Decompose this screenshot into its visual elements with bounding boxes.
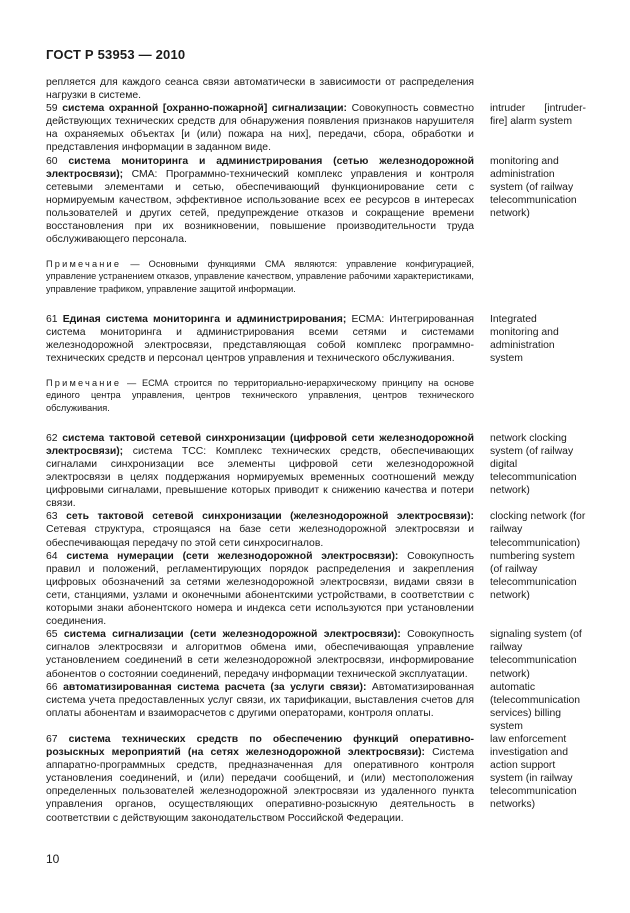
entry-59 bbox=[46, 102, 586, 154]
entry-definition: ЕСМА: Интегрированная система мониторинга и администрирования всеми сетями и системами железнодорожной электросвязи, представляющая собой комплекс программно-технических средств и персонал центров управления и технического обслуживания. bbox=[46, 313, 474, 365]
note-60 bbox=[46, 258, 586, 295]
entry-definition: Совокупность правил и положений, регламентирующих порядок распределения и закрепления цифровых обозначений за сетями железнодорожной электросвязи, видами связи в сети, станциями, узлами и оконечными абонентскими устройствами, в соответствии с которыми знаки абонентского номера и индекса сети используются при установлении соединения. bbox=[46, 550, 475, 628]
entry-number: 59 bbox=[46, 103, 58, 115]
entry-64 bbox=[46, 550, 586, 629]
entry-definition: Совокупность совместно действующих технических средств для обнаружения появления признаков нарушителя на охраняемых объектах [и (или) пожара на них], передачи, сбора, обработки и представления информации в заданном виде. bbox=[46, 103, 475, 154]
entry-definition: система ТСС: Комплекс технических средств, обеспечивающих сигналами синхронизации все элементы цифровой сети железнодорожной электросвязи в целях поддержания нормируемых временных соотношений между цифровыми сигналами, превышение которых приводит к снижению качества и потери связи. bbox=[46, 445, 475, 510]
entry-term: система нумерации (сети железнодорожной электросвязи): bbox=[66, 550, 399, 562]
entry-term: система охранной [охранно-пожарной] сигнализации: bbox=[62, 103, 347, 115]
entry-english: monitoring and administration system (of railway telecommunication network) bbox=[490, 155, 577, 219]
entry-definition: СМА: Программно-технический комплекс управления и контроля сетевыми элементами и сетью, обеспечивающий функционирование сети с нормируемым качеством, эффективное использование всех ее ресурсов в интересах пользователей и других сетей, предупреждение отказов и сокращение времени восстановления при их возникновении, повышение производительности труда обслуживающего персонала. bbox=[46, 168, 475, 246]
note-61 bbox=[46, 377, 586, 414]
entry-number: 66 bbox=[46, 681, 58, 693]
entry-61 bbox=[46, 313, 586, 365]
entry-definition: Система аппаратно-программных средств, предназначенная для оперативного контроля установления соединений, и (или) передачи сообщений, и (или) местоположения определенных пользователей железнодорожной электросвязи из удаленного пункта управления органов, осуществляющих оперативно-розыскную деятельность в соответствии с действующим законодательством Российской Федерации. bbox=[46, 747, 475, 824]
entry-term: автоматизированная система расчета (за услуги связи): bbox=[63, 681, 367, 693]
entry-60 bbox=[46, 155, 586, 247]
entry-term: система мониторинга и администрирования (сетью железнодорожной электросвязи); bbox=[46, 155, 475, 180]
entry-number: 62 bbox=[46, 432, 58, 444]
note-label: Примечание bbox=[46, 259, 122, 270]
entry-number: 61 bbox=[46, 313, 58, 325]
entry-definition: Совокупность сигналов электросвязи и алгоритмов обмена ими, обеспечивающая управление установлением соединений в сети железнодорожной электросвязи, информирование абонентов о состоянии соединений, передачу информации технической эксплуатации. bbox=[46, 629, 475, 680]
entry-term: Единая система мониторинга и администрирования; bbox=[62, 313, 347, 325]
entry-english: Integrated monitoring and administration system bbox=[490, 313, 559, 365]
entry-term: система сигнализации (сети железнодорожной электросвязи): bbox=[63, 629, 401, 641]
entry-english: signaling system (of railway telecommunication network) bbox=[490, 629, 582, 680]
entry-english: intruder [intruder-fire] alarm system bbox=[490, 103, 586, 128]
entry-english: law enforcement investigation and action support system (in railway telecommunication networks) bbox=[490, 733, 577, 811]
entry-number: 65 bbox=[46, 629, 58, 641]
entry-62 bbox=[46, 432, 586, 511]
note-text: — ЕСМА строится по территориально-иерархическому принципу на основе единого центра управления, центров технического управления, центров технического обслуживания. bbox=[46, 378, 474, 413]
entry-number: 60 bbox=[46, 155, 58, 167]
document-body bbox=[46, 76, 586, 825]
entry-english: automatic (telecommunication services) billing system bbox=[490, 681, 581, 732]
entry-63 bbox=[46, 510, 586, 549]
note-label: Примечание bbox=[46, 378, 122, 389]
entry-english: clocking network (for railway telecommunication) bbox=[490, 511, 586, 549]
intro-row bbox=[46, 76, 586, 102]
entry-65 bbox=[46, 628, 586, 680]
entry-term: система тактовой сетевой синхронизации (цифровой сети железнодорожной электросвязи); bbox=[46, 432, 474, 457]
intro-text: репляется для каждого сеанса связи автоматически в зависимости от распределения нагрузки в системе. bbox=[46, 77, 474, 102]
entry-term: сеть тактовой сетевой синхронизации (железнодорожной электросвязи): bbox=[66, 511, 474, 523]
entry-67 bbox=[46, 733, 586, 825]
entry-english: numbering system (of railway telecommunication network) bbox=[490, 550, 577, 601]
entry-english: network clocking system (of railway digital telecommunication network) bbox=[490, 432, 577, 497]
entry-66 bbox=[46, 681, 586, 733]
entry-number: 64 bbox=[46, 550, 58, 562]
entry-number: 63 bbox=[46, 511, 58, 523]
entry-definition: Сетевая структура, строящаяся на базе сети железнодорожной электросвязи и обеспечивающая передачу по этой сети синхросигналов. bbox=[46, 524, 474, 549]
entry-definition: Автоматизированная система учета предоставленных услуг связи, их тарификации, выставления счетов для оплаты абонентам и взаиморасчетов с другими операторами, контроля оплаты. bbox=[46, 681, 475, 719]
page-number: 10 bbox=[46, 852, 60, 866]
document-header: ГОСТ Р 53953 — 2010 bbox=[46, 47, 186, 62]
entry-term: система технических средств по обеспечению функций оперативно-розыскных мероприятий (на сетях железнодорожной электросвязи): bbox=[46, 733, 474, 759]
note-text: — Основными функциями СМА являются: управление конфигурацией, управление устранением отказов, управление качеством, управление рабочими характеристиками, управление трафиком, управление защитой информации. bbox=[46, 259, 474, 294]
entry-number: 67 bbox=[46, 733, 58, 745]
